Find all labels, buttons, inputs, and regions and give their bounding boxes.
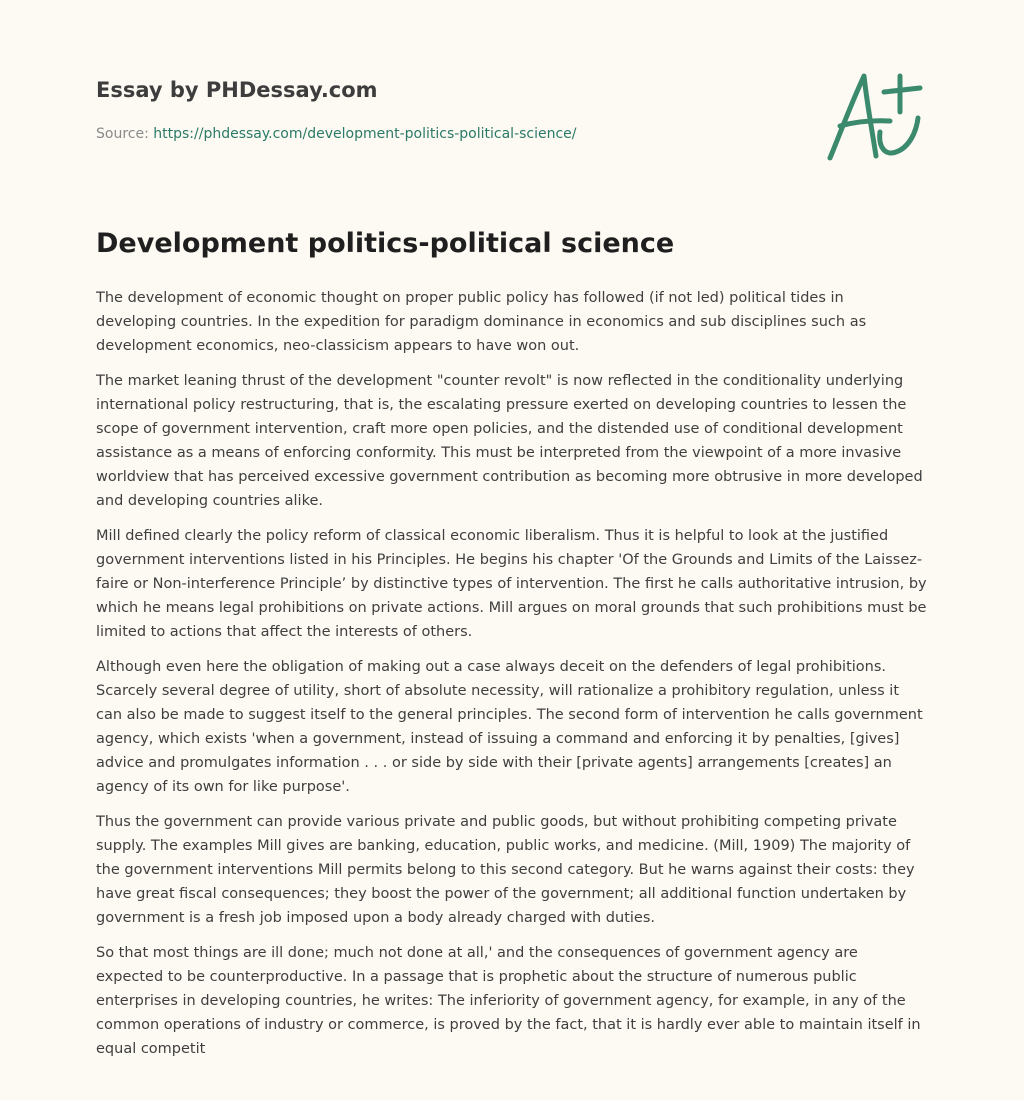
source-link[interactable]: https://phdessay.com/development-politics-political-science/ bbox=[153, 126, 577, 142]
page-header bbox=[96, 76, 816, 144]
site-title: Essay by PHDessay.com bbox=[96, 78, 378, 102]
essay-paragraph: Thus the government can provide various private and public goods, but without prohibiting competing private supply. The examples Mill gives are banking, education, public works, and medicine. (Mill, 1909) The majority of the government interventions Mill permits belong to this second category. But he warns against their costs: they have great fiscal consequences; they boost the power of the government; all additional function undertaken by government is a fresh job imposed upon a body already charged with duties. bbox=[96, 814, 915, 926]
essay-paragraph: The market leaning thrust of the development "counter revolt" is now reflected in the conditionality underlying international policy restructuring, that is, the escalating pressure exerted on developing countries to lessen the scope of government intervention, craft more open policies, and the distended use of conditional development assistance as a means of enforcing conformity. This must be interpreted from the viewpoint of a more invasive worldview that has perceived excessive government contribution as becoming more obtrusive in more developed and developing countries alike. bbox=[96, 373, 923, 509]
essay-title: Development politics-political science bbox=[96, 228, 675, 259]
source-label: Source: bbox=[96, 126, 149, 142]
essay-paragraph: The development of economic thought on proper public policy has followed (if not led) political tides in developing countries. In the expedition for paradigm dominance in economics and sub disciplines such as development economics, neo-classicism appears to have won out. bbox=[96, 290, 867, 354]
essay-paragraph: So that most things are ill done; much not done at all,' and the consequences of government agency are expected to be counterproductive. In a passage that is prophetic about the structure of numerous public enterprises in developing countries, he writes: The inferiority of government agency, for example, in any of the common operations of industry or commerce, is proved by the fact, that it is hardly ever able to maintain itself in equal competit bbox=[96, 945, 921, 1057]
essay-content bbox=[96, 224, 928, 1072]
essay-paragraph: Mill defined clearly the policy reform of classical economic liberalism. Thus it is helpful to look at the justified government interventions listed in his Principles. He begins his chapter 'Of the Grounds and Limits of the Laissez-faire or Non-interference Principle’ by distinctive types of intervention. The first he calls authoritative intrusion, by which he means legal prohibitions on private actions. Mill argues on moral grounds that such prohibitions must be limited to actions that affect the interests of others. bbox=[96, 528, 927, 640]
source-line bbox=[96, 124, 816, 144]
a-plus-grade-icon bbox=[820, 64, 930, 168]
essay-paragraph: Although even here the obligation of making out a case always deceit on the defenders of legal prohibitions. Scarcely several degree of utility, short of absolute necessity, will rationalize a prohibitory regulation, unless it can also be made to suggest itself to the general principles. The second form of intervention he calls government agency, which exists 'when a government, instead of issuing a command and enforcing it by penalties, [gives] advice and promulgates information . . . or side by side with their [private agents] arrangements [creates] an agency of its own for like purpose'. bbox=[96, 659, 923, 795]
